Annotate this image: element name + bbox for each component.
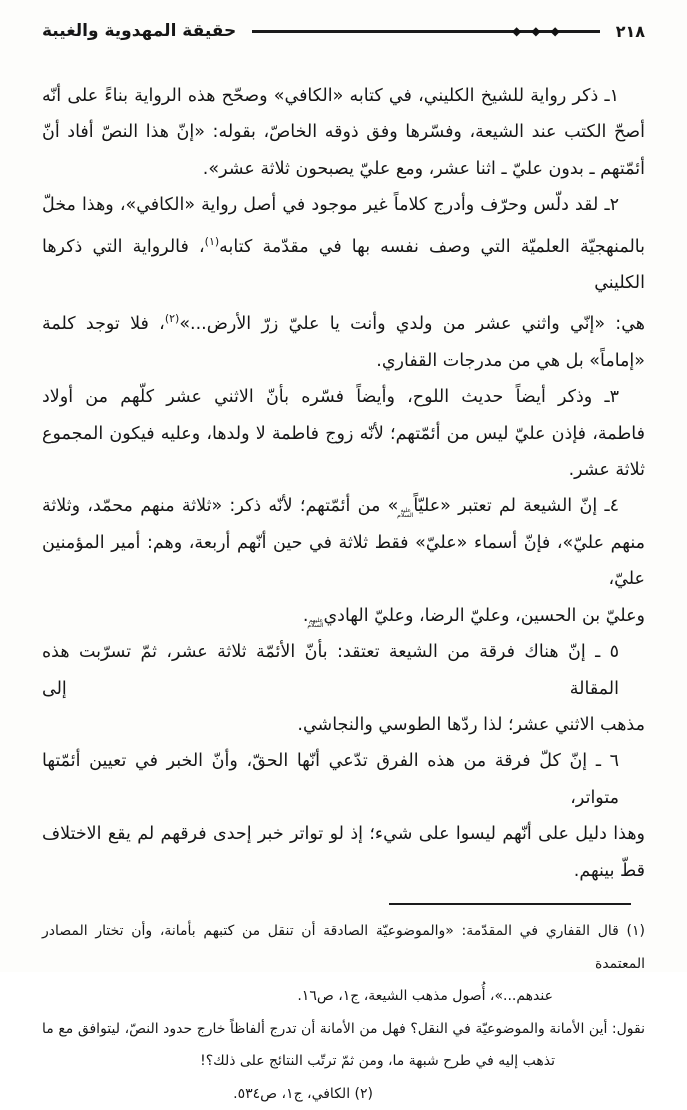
- text-segment: بالمنهجيّة العلميّة التي وصف نفسه بها في مقدّمة كتابه: [219, 236, 645, 257]
- diamond-ornament-icon: [512, 25, 560, 37]
- text-segment: ، فلا توجد كلمة: [42, 314, 165, 335]
- text-segment: عندهم...»، أُصول مذهب الشيعة، ج١، ص١٦.: [297, 988, 553, 1005]
- body-line: [42, 78, 645, 114]
- body-line: [42, 114, 645, 150]
- body-line: [42, 743, 645, 816]
- footnote-line: [42, 1045, 645, 1078]
- footnotes: [42, 915, 645, 1110]
- diamond-icon: ◆: [512, 24, 522, 38]
- footnote-line: [42, 915, 645, 980]
- body-line: [42, 634, 645, 707]
- text-segment: تذهب إليه في طرح شبهة ما، ومن ثمّ ترتّب النتائج على ذلك؟!: [200, 1053, 555, 1070]
- body-line: [42, 187, 645, 223]
- footnote-line: [42, 1078, 645, 1110]
- body-line: [42, 301, 645, 342]
- body-line: [42, 488, 645, 524]
- text-segment: منهم عليّ»، فإنّ أسماء «عليّ» فقط ثلاثة في حين أنّهم أربعة، وهم: أمير المؤمنين عليّ،: [42, 532, 645, 590]
- text-segment: ٦ ـ إنّ كلّ فرقة من هذه الفرق تدّعي أنّها الحقّ، وأنّ الخبر في تعيين أئمّتها متواتر،: [42, 751, 619, 808]
- body-line: [42, 379, 645, 415]
- body-line: [42, 151, 645, 187]
- footnote-marker: (١): [204, 234, 220, 248]
- text-segment: ٥ ـ إنّ هناك فرقة من الشيعة تعتقد: بأنّ الأئمّة ثلاثة عشر، ثمّ تسرّبت هذه المقالة إلى: [42, 642, 619, 699]
- honorific-symbol: عليه السلام: [397, 507, 414, 520]
- text-segment: أئمّتهم ـ بدون عليّ ـ اثنا عشر، ومع عليّ يصبحون ثلاثة عشر».: [202, 158, 645, 179]
- text-segment: قطّ بينهم.: [573, 860, 645, 881]
- body-line: [42, 525, 645, 598]
- body-line: [42, 452, 645, 488]
- body-line: [42, 343, 645, 379]
- text-segment: نقول: أين الأمانة والموضوعيّة في النقل؟ فهل من الأمانة أن تدرج ألفاظاً خارج حدود النصّ، ليتوافق مع ما: [42, 1020, 645, 1037]
- text-segment: ، فالرواية التي ذكرها الكليني: [42, 236, 645, 294]
- text-segment: أصحّ الكتب عند الشيعة، وفسّرها وفق ذوقه الخاصّ، بقوله: «إنّ هذا النصّ أفاد أنّ: [42, 122, 645, 143]
- text-segment: مذهب الاثني عشر؛ لذا ردّها الطوسي والنجاشي.: [297, 714, 645, 735]
- page-header: [42, 16, 645, 46]
- footnote-separator: [389, 903, 631, 906]
- body-line: [42, 224, 645, 302]
- text-segment: هي: «إنّي واثني عشر من ولدي وأنت يا عليّ زرّ الأرض...»: [179, 314, 646, 335]
- text-segment: وهذا دليل على أنّهم ليسوا على شيء؛ إذ لو تواتر خبر إحدى فرقهم لم يقع الاختلاف: [42, 824, 645, 845]
- text-segment: ٤ـ إنّ الشيعة لم تعتبر «عليّاً: [413, 496, 619, 517]
- body-line: [42, 707, 645, 743]
- honorific-symbol: عليهم السلام: [307, 616, 324, 629]
- footnote-line: [42, 980, 645, 1013]
- body-text: [42, 78, 645, 889]
- text-segment: «إماماً» بل هي من مدرجات القفاري.: [376, 350, 645, 371]
- text-segment: » من أئمّتهم؛ لأنّه ذكر: «ثلاثة منهم محمّد، وثلاثة: [42, 496, 399, 517]
- text-segment: (١) قال القفاري في المقدّمة: «والموضوعيّة الصادقة أن تنقل من كتبهم بأمانة، وأن تختار المصادر المعتمدة: [42, 923, 645, 972]
- text-segment: .: [302, 605, 309, 626]
- text-segment: وعليّ بن الحسين، وعليّ الرضا، وعليّ الهادي: [323, 605, 645, 626]
- body-line: [42, 598, 645, 634]
- text-segment: ثلاثة عشر.: [568, 460, 645, 481]
- body-line: [42, 853, 645, 889]
- footnote-marker: (٢): [164, 312, 180, 326]
- text-segment: ١ـ ذكر رواية للشيخ الكليني، في كتابه «الكافي» وصحّح هذه الرواية بناءً على أنّه: [42, 86, 619, 106]
- header-rule-area: [248, 16, 601, 46]
- footnote-line: [42, 1013, 645, 1046]
- book-title: حقيقة المهدوية والغيبة: [42, 21, 237, 41]
- body-line: [42, 416, 645, 452]
- diamond-icon: ◆: [550, 24, 560, 38]
- diamond-icon: ◆: [531, 24, 541, 38]
- text-segment: فاطمة، فإذن عليّ ليس من أئمّتهم؛ لأنّه زوج فاطمة لا ولدها، وعليه فيكون المجموع: [42, 423, 645, 444]
- text-segment: ٢ـ لقد دلّس وحرّف وأدرج كلاماً غير موجود في أصل رواية «الكافي»، وهذا مخلّ: [42, 195, 619, 216]
- text-segment: (٢) الكافي، ج١، ص٥٣٤.: [233, 1085, 373, 1102]
- page-number: ٢١٨: [615, 21, 645, 41]
- body-line: [42, 816, 645, 852]
- text-segment: ٣ـ وذكر أيضاً حديث اللوح، وأيضاً فسّره بأنّ الاثني عشر كلّهم من أولاد: [42, 387, 619, 408]
